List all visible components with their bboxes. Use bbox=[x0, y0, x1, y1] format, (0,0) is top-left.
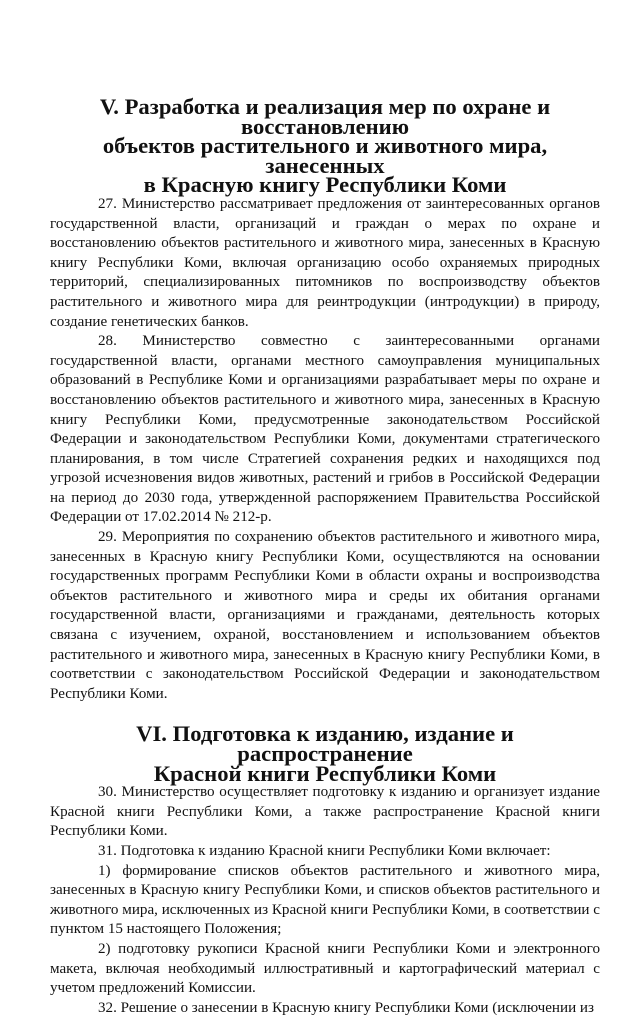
paragraph-31: 31. Подготовка к изданию Красной книги Республики Коми включает: bbox=[98, 842, 551, 859]
section-5-heading-line: в Красную книгу Республики Коми bbox=[143, 172, 507, 198]
section-6-heading bbox=[50, 721, 600, 786]
paragraph-32: 32. Решение о занесении в Красную книгу Республики Коми (исключении из bbox=[98, 999, 594, 1016]
section-5-heading-line: V. Разработка и реализация мер по охране и восстановлению bbox=[99, 94, 551, 139]
section-6-heading-line: Красной книги Республики Коми bbox=[153, 760, 497, 786]
paragraph-27: 27. Министерство рассматривает предложения от заинтересованных органов государственной власти, организаций и граждан о мерах по охране и восстановлению объектов растительного и животного мира, занесенных в Красную книгу Республики Коми, включая организацию особо охраняемых природных территорий, специализированных питомников по воспроизводству объектов растительного и животного мира для реинтродукции (интродукции) в природу, создание генетических банков. bbox=[50, 195, 600, 330]
paragraph-29: 29. Мероприятия по сохранению объектов растительного и животного мира, занесенных в Красную книгу Республики Коми, осуществляются на основании государственных программ Республики Коми в области охраны и воспроизводства объектов растительного и животного мира и среды их обитания органами государственной власти, организациями и гражданами, деятельность которых связана с изучением, охраной, восстановлением и использованием объектов растительного и животного мира, занесенных в Красную книгу Республики Коми, в соответствии с законодательством Российской Федерации и законодательством Республики Коми. bbox=[50, 529, 600, 702]
document-page bbox=[50, 94, 600, 1018]
paragraph-31-item-1: 1) формирование списков объектов растительного и животного мира, занесенных в Красную книгу Республики Коми, и списков объектов растительного и животного мира, исключенных из Красной книги Республики Коми, в соответствии с пунктом 15 настоящего Положения; bbox=[50, 862, 600, 938]
paragraph-30: 30. Министерство осуществляет подготовку к изданию и организует издание Красной книги Республики Коми, а также распространение Красной книги Республики Коми. bbox=[50, 784, 600, 840]
section-5-heading bbox=[50, 94, 600, 198]
paragraph-31-item-2: 2) подготовку рукописи Красной книги Республики Коми и электронного макета, включая необходимый иллюстративный и картографический материал с учетом предложений Комиссии. bbox=[50, 940, 600, 997]
paragraph-28: 28. Министерство совместно с заинтересованными органами государственной власти, органами местного самоуправления муниципальных образований в Республике Коми и организациями разрабатывает меры по охране и восстановлению объектов растительного и животного мира, занесенных в Красную книгу Республики Коми, предусмотренные законодательством Российской Федерации и законодательством Республики Коми, документами стратегического планирования, в том числе Стратегией сохранения редких и находящихся под угрозой исчезновения видов животных, растений и грибов в Российской Федерации на период до 2030 года, утвержденной распоряжением Правительства Российской Федерации от 17.02.2014 № 212-р. bbox=[50, 333, 600, 526]
section-5-heading-line: объектов растительного и животного мира, занесенных bbox=[102, 133, 548, 178]
section-6-heading-line: VI. Подготовка к изданию, издание и распространение bbox=[136, 721, 514, 766]
